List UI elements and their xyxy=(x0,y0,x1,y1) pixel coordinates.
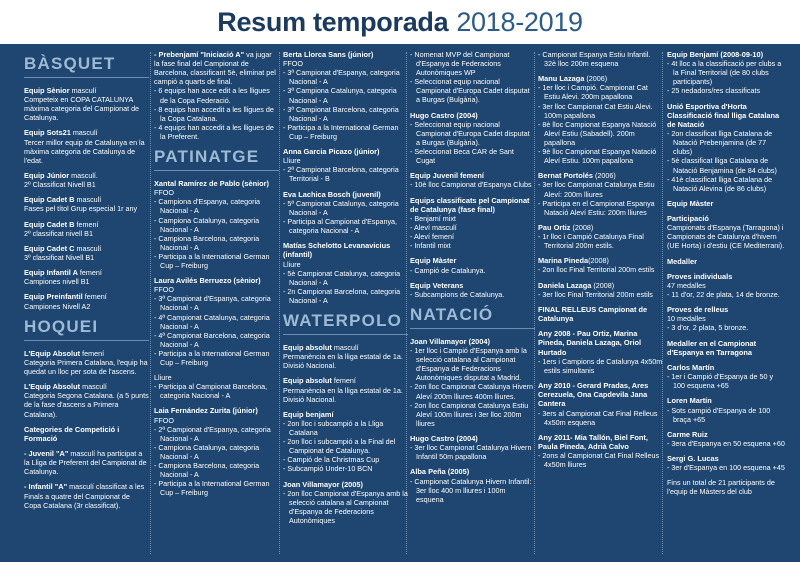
column-3 xyxy=(283,50,408,558)
list-item: - 3ª Campionat d'Espanya, categoria Nacional - A xyxy=(154,294,279,312)
entry xyxy=(667,396,787,423)
list-item: - 5è Campionat Catalunya, categoria Nacional - A xyxy=(283,269,408,287)
entry-name: Carme Ruiz xyxy=(667,429,708,439)
list-item: - 2ons al Campionat Cat Final Relleus 4x50m lliures xyxy=(538,451,663,469)
entry-title xyxy=(667,102,787,130)
list-item: - 3er lloc Final Territorial 200m estils xyxy=(538,290,663,299)
entry xyxy=(24,86,149,122)
entry-qualifier: (2006) xyxy=(593,171,616,181)
entry xyxy=(24,244,149,262)
entry-text: Permanència en la lliga estatal de 1a. Divisió Nacional. xyxy=(283,352,403,371)
entry-text: Fins un total de 21 participants de l'equip de Màsters del club xyxy=(667,478,775,497)
list-item: - 10è lloc Campionat d'Espanya Clubs xyxy=(410,180,535,189)
entry-text: FFOO xyxy=(154,188,174,198)
entry-name: Joan Villamayor (2005) xyxy=(283,479,363,489)
entry xyxy=(24,128,149,164)
list-item: - Subcampions de Catalunya. xyxy=(410,290,535,299)
entry-title xyxy=(283,190,408,199)
list-item: - 3ª Campiona Catalunya, categoria Nacional - A xyxy=(283,86,408,104)
entry-name: Joan Villamayor (2004) xyxy=(410,336,490,346)
entry-title xyxy=(283,241,408,259)
entry xyxy=(667,50,787,96)
list-item: - Campionat Espanya Estiu Infantil. 32è lloc 200m esquena xyxy=(538,50,663,68)
list-item: - Seleccionat equip nacional Campionat d'Europa Cadet disputat a Burgas (Bulgària). xyxy=(410,120,535,147)
entry-qualifier: femení xyxy=(82,292,107,302)
entry xyxy=(667,102,787,193)
entry xyxy=(410,171,535,189)
entry xyxy=(154,276,279,367)
list-item: - 11 d'or, 22 de plata, 14 de bronze. xyxy=(667,290,787,299)
entry-title xyxy=(410,337,535,346)
entry-name: FINAL RELLEUS Campionat de Catalunya xyxy=(538,304,648,323)
entry-name: Equip Cadet B xyxy=(24,219,75,229)
entry xyxy=(283,480,408,526)
entry-name: L'Equip Absolut xyxy=(24,382,81,392)
entry-title xyxy=(410,196,535,214)
list-item: - Seleccionat equip nacional Campionat d'Europa Cadet disputat a Burgas (Bulgària). xyxy=(410,77,535,104)
entry-name: Equip Infantil A xyxy=(24,268,78,278)
entry-title xyxy=(283,376,408,385)
list-item: - Campiona d'Espanya, categoria Nacional - A xyxy=(154,197,279,215)
entry-text: 2º classificat nivell B1 xyxy=(24,228,93,238)
entry xyxy=(410,337,535,428)
list-item: - 1er lloc i Campió. Campionat Cat Estiu Alevi. 200m papallona xyxy=(538,83,663,101)
entry-qualifier: femení xyxy=(331,376,356,386)
entry-name: Daniela Lazaga xyxy=(538,280,592,290)
entry-name: Equip Màster xyxy=(667,198,714,208)
entry xyxy=(538,50,663,68)
section-heading: NATACIÓ xyxy=(410,305,535,329)
entry xyxy=(667,430,787,448)
entry xyxy=(667,305,787,332)
entry xyxy=(538,171,663,217)
entry-title xyxy=(410,434,535,443)
list-item: - 3 d'or, 2 plata, 5 bronze. xyxy=(667,323,787,332)
list-item: - Infantil mixt xyxy=(410,241,535,250)
entry-name: Equip Sots21 xyxy=(24,128,71,138)
list-item: - 3ª Campionat d'Espanya, categoria Nacional - A xyxy=(283,68,408,86)
entry xyxy=(538,223,663,250)
entry-name: Carlos Martín xyxy=(667,362,715,372)
entry-title xyxy=(538,74,663,83)
list-item: - 2on lloc i subcampió a la Lliga Catalana xyxy=(283,419,408,437)
list-item: - 4 equips han accedit a les lligues de la Preferent. xyxy=(154,123,279,141)
entry-title xyxy=(154,406,279,415)
entry-name: Equip Juvenil femení xyxy=(410,171,484,181)
entry-title xyxy=(24,171,149,180)
entry-title xyxy=(24,425,149,443)
entry-name: Participació xyxy=(667,214,709,224)
entry xyxy=(538,305,663,323)
entry xyxy=(667,199,787,208)
entry xyxy=(410,256,535,274)
entry xyxy=(154,373,279,400)
entry-qualifier: masculí. xyxy=(69,170,98,180)
list-item: - Campió de la Christmas Cup xyxy=(283,455,408,464)
entry xyxy=(24,171,149,189)
entry-title xyxy=(410,256,535,265)
entry-title xyxy=(538,305,663,323)
entry-title xyxy=(154,276,279,285)
entry-title xyxy=(667,214,787,223)
list-item: - 25 nedadors/res classificats xyxy=(667,86,787,95)
entry-name: - Prebenjamí "Iniciació A" xyxy=(154,50,245,59)
list-item: - 2on lloc i subcampió a la Final del Campionat de Catalunya. xyxy=(283,437,408,455)
entry xyxy=(154,50,279,141)
entry-text: Lliure xyxy=(154,373,172,383)
title-main: Resum temporada xyxy=(217,7,449,37)
entry xyxy=(410,281,535,299)
entry-title xyxy=(24,220,149,229)
entry xyxy=(24,292,149,310)
entry xyxy=(538,381,663,427)
entry-title xyxy=(538,281,663,290)
entry-title xyxy=(24,268,149,277)
entry xyxy=(410,111,535,166)
entry-text: FFOO xyxy=(154,415,174,425)
list-item: - 8 equips han accedit a les lligues de la Copa Catalana. xyxy=(154,105,279,123)
list-item: - Aleví masculí xyxy=(410,223,535,232)
entry-name: Equip Cadet B xyxy=(24,195,75,205)
entry-qualifier: masculí xyxy=(69,86,97,95)
list-item: - 5ª Campionat Catalunya, categoria Nacional - A xyxy=(283,199,408,217)
list-item: - Participa al Campionat Barcelona, categoria Nacional - A xyxy=(154,382,279,400)
entry-name: - Infantil "A" xyxy=(24,482,68,492)
entry xyxy=(24,482,149,509)
entry-title xyxy=(24,482,149,509)
title-years: 2018-2019 xyxy=(456,7,583,37)
section-heading: PATINATGE xyxy=(154,147,279,171)
entry-title xyxy=(410,171,535,180)
entry-name: Equip absolut xyxy=(283,342,332,352)
column-1 xyxy=(24,50,149,558)
list-item: - Benjamí mixt xyxy=(410,214,535,223)
column-divider xyxy=(279,52,280,554)
list-item: - 3er d'Espanya en 100 esquena +45 xyxy=(667,463,787,472)
list-item: - Campió de Catalunya. xyxy=(410,266,535,275)
list-item: - 8è lloc Campionat Espanya Natació Aleví Estiu (Sabadell). 200m papallona xyxy=(538,120,663,147)
entry-qualifier: va jugar la fase final del Campionat de Barcelona, classificant 5è, eliminat pel campió a quarts de final. xyxy=(154,50,276,87)
list-item: - 2on lloc Campionat d'Espanya amb la selecció catalana al Campionat d'Espanya de Federacions Autonòmiques xyxy=(283,489,408,525)
list-item: - 3ers al Campionat Cat Final Relleus 4x50m esquena xyxy=(538,409,663,427)
list-item: - 2ª Campionat Barcelona, categoria Territorial - B xyxy=(283,165,408,183)
entry-name: Medaller en el Campionat d'Espanya en Tarragona xyxy=(667,338,757,357)
entry-title xyxy=(667,339,787,357)
entry-text: Categoria Segona Catalana. (a 5 punts de la fase d'ascens a Primera Catalana). xyxy=(24,391,149,419)
entry-qualifier: femení xyxy=(77,268,102,278)
entry xyxy=(538,74,663,165)
list-item: - 2on lloc Campionat Catalunya Estiu Aleví 100m lliures i 3er lloc 200m lliures xyxy=(410,401,535,428)
entry-text: Lliure xyxy=(283,156,301,166)
section-heading: BÀSQUET xyxy=(24,54,149,78)
entry xyxy=(283,147,408,183)
entry xyxy=(410,434,535,461)
entry xyxy=(154,406,279,497)
entry xyxy=(24,425,149,443)
entry-name: Hugo Castro (2004) xyxy=(410,110,478,120)
list-item: - Participa a la International German Cup – Freiburg xyxy=(154,349,279,367)
list-item: - Campionat Catalunya Hivern Infantil: 3er lloc 400 m lliures i 100m esquena xyxy=(410,477,535,504)
entry-title xyxy=(283,147,408,156)
entry-qualifier: masculí xyxy=(80,382,107,392)
entry-name: Equip Veterans xyxy=(410,280,464,290)
entry xyxy=(538,433,663,470)
section-heading: WATERPOLO xyxy=(283,311,408,335)
list-item: - 1r lloc i Campió Catalunya Final Territorial 200m estils. xyxy=(538,232,663,250)
entry-qualifier: femení xyxy=(74,219,99,229)
list-item: - 1ers i Campions de Catalunya 4x50m estils simultanis xyxy=(538,357,663,375)
list-item: - Campiona Catalunya, categoria Nacional - A xyxy=(154,216,279,234)
entry-name: Laura Avilés Berruezo (sènior) xyxy=(154,276,261,286)
entry-text: 3º classificat Nivell B1 xyxy=(24,253,95,263)
list-item: - 2on classificat lliga Catalana de Natació Prebenjamina (de 77 clubs) xyxy=(667,129,787,156)
entry-name: Equip Benjamí (2008-09-10) xyxy=(667,50,764,59)
entry-title xyxy=(667,430,787,439)
entry-title xyxy=(24,382,149,391)
list-item: - Participa a la International German Cup – Freiburg xyxy=(283,123,408,141)
entry-title xyxy=(24,349,149,358)
column-2 xyxy=(154,50,279,558)
entry-text: Campiones Nivell A2 xyxy=(24,301,91,311)
entry xyxy=(538,329,663,375)
entry-name: Equip Sènior xyxy=(24,86,70,95)
entry-qualifier: masculí classificat a les Finals a quatre del Campionat de Copa Catalana (3r classificat). xyxy=(24,482,145,510)
entry-name: Medaller xyxy=(667,256,697,266)
entry-title xyxy=(667,50,787,59)
list-item: - 3era d'Espanya en 50 esquena +60 xyxy=(667,439,787,448)
entry-qualifier: (2008) xyxy=(588,256,609,266)
entry-qualifier: masculí xyxy=(331,342,359,352)
entry-name: Equip absolut xyxy=(283,376,332,386)
entry xyxy=(667,257,787,266)
entry-name: Alba Peña (2005) xyxy=(410,467,470,477)
entry xyxy=(667,339,787,357)
entry-name: Xantal Ramírez de Pablo (sènior) xyxy=(154,179,269,189)
entry-title xyxy=(667,396,787,405)
entry-name: - Juvenil "A" xyxy=(24,449,69,459)
entry-title xyxy=(283,343,408,352)
entry xyxy=(410,467,535,503)
list-item: - 4ª Campionat Catalunya, categoria Nacional - A xyxy=(154,313,279,331)
entry-name: Any 2010 - Gerard Pradas, Ares Cerezuela, Ona Capdevila Jana Cantera xyxy=(538,381,649,409)
entry-qualifier: femení xyxy=(80,348,105,358)
entry-name: Unió Esportiva d'Horta Classificació final lliga Catalana de Natació xyxy=(667,101,780,129)
entry-title xyxy=(410,281,535,290)
list-item: - Participa al Campionat d'Espanya, categoria Nacional - A xyxy=(283,217,408,235)
list-item: - 1er lloc i Campió d'Espanya amb la selecció catalana al Campionat d'Espanya de Federacions Autonòmiques disputat a Madrid. xyxy=(410,346,535,382)
entry-name: Any 2011- Mia Tallón, Biel Font, Paula Pineda, Adrià Calvo xyxy=(538,432,648,451)
entry-name: Equip benjamí xyxy=(283,409,334,419)
entry-text: Campiones nivell B1 xyxy=(24,277,90,287)
entry-title xyxy=(538,433,663,451)
list-item: - 3er lloc Campionat Catalunya Estiu Aleví: 200m lliures xyxy=(538,180,663,198)
entry-name: Anna Garcia Picazo (júnior) xyxy=(283,147,380,157)
entry xyxy=(667,478,787,496)
entry xyxy=(24,268,149,286)
section-heading: HOQUEI xyxy=(24,317,149,341)
entry-title xyxy=(538,223,663,232)
entry-qualifier: (2006) xyxy=(584,74,608,84)
entry-text: Campionats d'Espanya (Tarragona) i Campionats de Catalunya d'hivern (UE Horta) i d'estiu (CE Mediterrani). xyxy=(667,223,785,251)
entry-text: Permanència en la lliga estatal de 1a. Divisió Nacional. xyxy=(283,385,403,404)
entry-name: Equip Preinfantil xyxy=(24,292,83,302)
entry xyxy=(283,376,408,403)
entry-title xyxy=(667,305,787,314)
entry-title xyxy=(667,257,787,266)
entry-name: L'Equip Absolut xyxy=(24,348,81,358)
list-item: - Participa a la International German Cup – Freiburg xyxy=(154,252,279,270)
entry xyxy=(667,272,787,299)
entry-name: Berta Llorca Sans (júnior) xyxy=(283,50,374,59)
content-panel xyxy=(0,44,800,562)
entry-qualifier: masculí xyxy=(74,195,102,205)
entry-title xyxy=(667,454,787,463)
entry-name: Equip Màster xyxy=(410,256,457,266)
entry-name: Equips classificats pel Campionat de Catalunya (fase final) xyxy=(410,195,530,214)
list-item: - Participa en el Campionat Espanya Natació Aleví Estiu: 200m lliures xyxy=(538,199,663,217)
entry-title xyxy=(24,86,149,95)
entry xyxy=(410,50,535,105)
list-item: - 6 equips han acce edit a les lligues de la Copa Federació. xyxy=(154,86,279,104)
entry-name: Bernat Portolés xyxy=(538,171,594,181)
entry-name: Categories de Competició i Formació xyxy=(24,424,120,443)
entry-title xyxy=(24,128,149,137)
page-header xyxy=(0,0,800,44)
list-item: - 9è lloc Campionat Espanya Natació Aleví Estiu. 100m papallona xyxy=(538,147,663,165)
entry-title xyxy=(410,111,535,120)
list-item: - 5è classificat lliga Catalana de Natació Benjamina (de 84 clubs) xyxy=(667,156,787,174)
entry xyxy=(538,281,663,299)
entry xyxy=(283,50,408,141)
list-item: - 41è classificat lliga Catalana de Natació Alevina (de 86 clubs) xyxy=(667,175,787,193)
entry-text: Tercer millor equip de Catalunya en la màxima categoria de Catalunya de l'edat. xyxy=(24,137,145,165)
entry xyxy=(667,214,787,250)
list-item: - 4ª Campionat Barcelona, categoria Nacional - A xyxy=(154,331,279,349)
entry-title xyxy=(24,449,149,476)
entry xyxy=(283,190,408,236)
entry-name: Sergi G. Lucas xyxy=(667,454,719,463)
entry-title xyxy=(538,381,663,409)
entry-title xyxy=(667,199,787,208)
entry-title xyxy=(283,480,408,489)
entry-qualifier: masculí xyxy=(74,243,102,253)
list-item: - 3er lloc Campionat Catalunya Hivern Infantil 50m papallona xyxy=(410,443,535,461)
entry xyxy=(667,454,787,472)
entry-name: Laia Fernández Zurita (júnior) xyxy=(154,406,258,416)
entry xyxy=(667,363,787,390)
entry xyxy=(24,349,149,376)
list-item: - 2ª Campionat d'Espanya, categoria Nacional - A xyxy=(154,425,279,443)
entry-title xyxy=(667,272,787,281)
entry xyxy=(283,343,408,370)
entry-text: 2º Classificat Nivell B1 xyxy=(24,180,96,190)
entry xyxy=(24,220,149,238)
column-4 xyxy=(410,50,535,558)
entry-title xyxy=(154,50,279,86)
column-5 xyxy=(538,50,663,558)
entry-title xyxy=(538,171,663,180)
entry-title xyxy=(667,363,787,372)
entry-name: Pau Ortiz xyxy=(538,222,571,232)
list-item: - Campiona Barcelona, categoria Nacional - A xyxy=(154,461,279,479)
entry-title xyxy=(283,50,408,59)
entry-name: Loren Martín xyxy=(667,396,712,406)
entry-qualifier: (2008) xyxy=(570,222,594,232)
page-title xyxy=(0,0,800,44)
entry-name: Manu Lazaga xyxy=(538,74,585,84)
entry-text: Fases pel títol Grup especial 1r any xyxy=(24,204,138,214)
entry xyxy=(24,449,149,476)
entry-qualifier: masculí xyxy=(70,128,98,138)
list-item: - 1er i Campió d'Espanya de 50 y 100 esquena +65 xyxy=(667,372,787,390)
entry-name: Proves individuals xyxy=(667,271,733,281)
entry-title xyxy=(538,256,663,265)
list-item: - Subcampió Under-10 BCN xyxy=(283,464,408,473)
entry-title xyxy=(24,292,149,301)
entry-text: 10 medalles xyxy=(667,314,706,324)
list-item: - Nomenat MVP del Campionat d'Espanya de Federacions Autonòmiques WP xyxy=(410,50,535,77)
entry-qualifier: (2008) xyxy=(591,280,615,290)
entry-text: Lliure xyxy=(283,259,301,269)
entry-name: Marina Pineda xyxy=(538,256,589,266)
entry-name: Equip Cadet C xyxy=(24,243,75,253)
list-item: - 3er lloc Campionat Cat Estiu Alevi. 100m papallona xyxy=(538,102,663,120)
entry xyxy=(283,241,408,305)
column-6 xyxy=(667,50,787,558)
entry-text: 47 medalles xyxy=(667,280,706,290)
list-item: - 2n Campionat Barcelona, categoria Nacional - A xyxy=(283,287,408,305)
entry-text: Categoria Primera Catalana, l'equip ha quedat un lloc per sota de l'ascens. xyxy=(24,357,148,377)
entry-name: Hugo Castro (2004) xyxy=(410,433,478,443)
list-item: - Campiona Barcelona, categoria Nacional - A xyxy=(154,234,279,252)
entry xyxy=(24,195,149,213)
entry-name: Eva Lachica Bosch (juvenil) xyxy=(283,189,381,199)
entry xyxy=(283,410,408,474)
list-item: - Seleccionat Beca CAR de Sant Cugat xyxy=(410,147,535,165)
list-item: - 2on lloc Final Territorial 200m estils xyxy=(538,265,663,274)
entry xyxy=(538,256,663,274)
list-item: - 4t lloc a la classificació per clubs a la Final Territorial (de 80 clubs participants) xyxy=(667,59,787,86)
list-item: - Campiona Catalunya, categoria Nacional - A xyxy=(154,443,279,461)
list-item: - Participa a la International German Cup – Freiburg xyxy=(154,479,279,497)
entry-text: FFOO xyxy=(154,285,174,295)
entry-name: Any 2008 - Pau Ortiz, Marina Pineda, Daniela Lazaga, Oriol Hurtado xyxy=(538,329,642,357)
list-item: - 3ª Campionat Barcelona, categoria Nacional - A xyxy=(283,105,408,123)
entry xyxy=(24,382,149,418)
entry-title xyxy=(154,179,279,188)
list-item: - Aleví femení xyxy=(410,232,535,241)
list-item: - Sots campió d'Espanya de 100 braça +65 xyxy=(667,406,787,424)
entry-title xyxy=(24,195,149,204)
entry-qualifier: masculí ha participat a la Lliga de Preferent del Campionat de Catalunya. xyxy=(24,449,147,477)
column-divider xyxy=(150,52,151,554)
entry-title xyxy=(24,244,149,253)
entry xyxy=(410,196,535,251)
entry-name: Equip Júnior xyxy=(24,170,70,180)
entry-title xyxy=(538,329,663,357)
list-item: - 2on lloc Campionat Catalunya Hivern Aleví 200m lliures 400m lliures. xyxy=(410,382,535,400)
entry xyxy=(154,179,279,270)
entry-title xyxy=(283,410,408,419)
entry-text: FFOO xyxy=(283,59,303,69)
entry-title xyxy=(410,467,535,476)
entry-name: Matías Schelotto Levanavicius (infantil) xyxy=(283,241,391,260)
entry-text: Competeix en COPA CATALUNYA màxima categoria del Campionat de Catalunya. xyxy=(24,95,140,123)
entry-name: Proves de relleus xyxy=(667,305,729,315)
